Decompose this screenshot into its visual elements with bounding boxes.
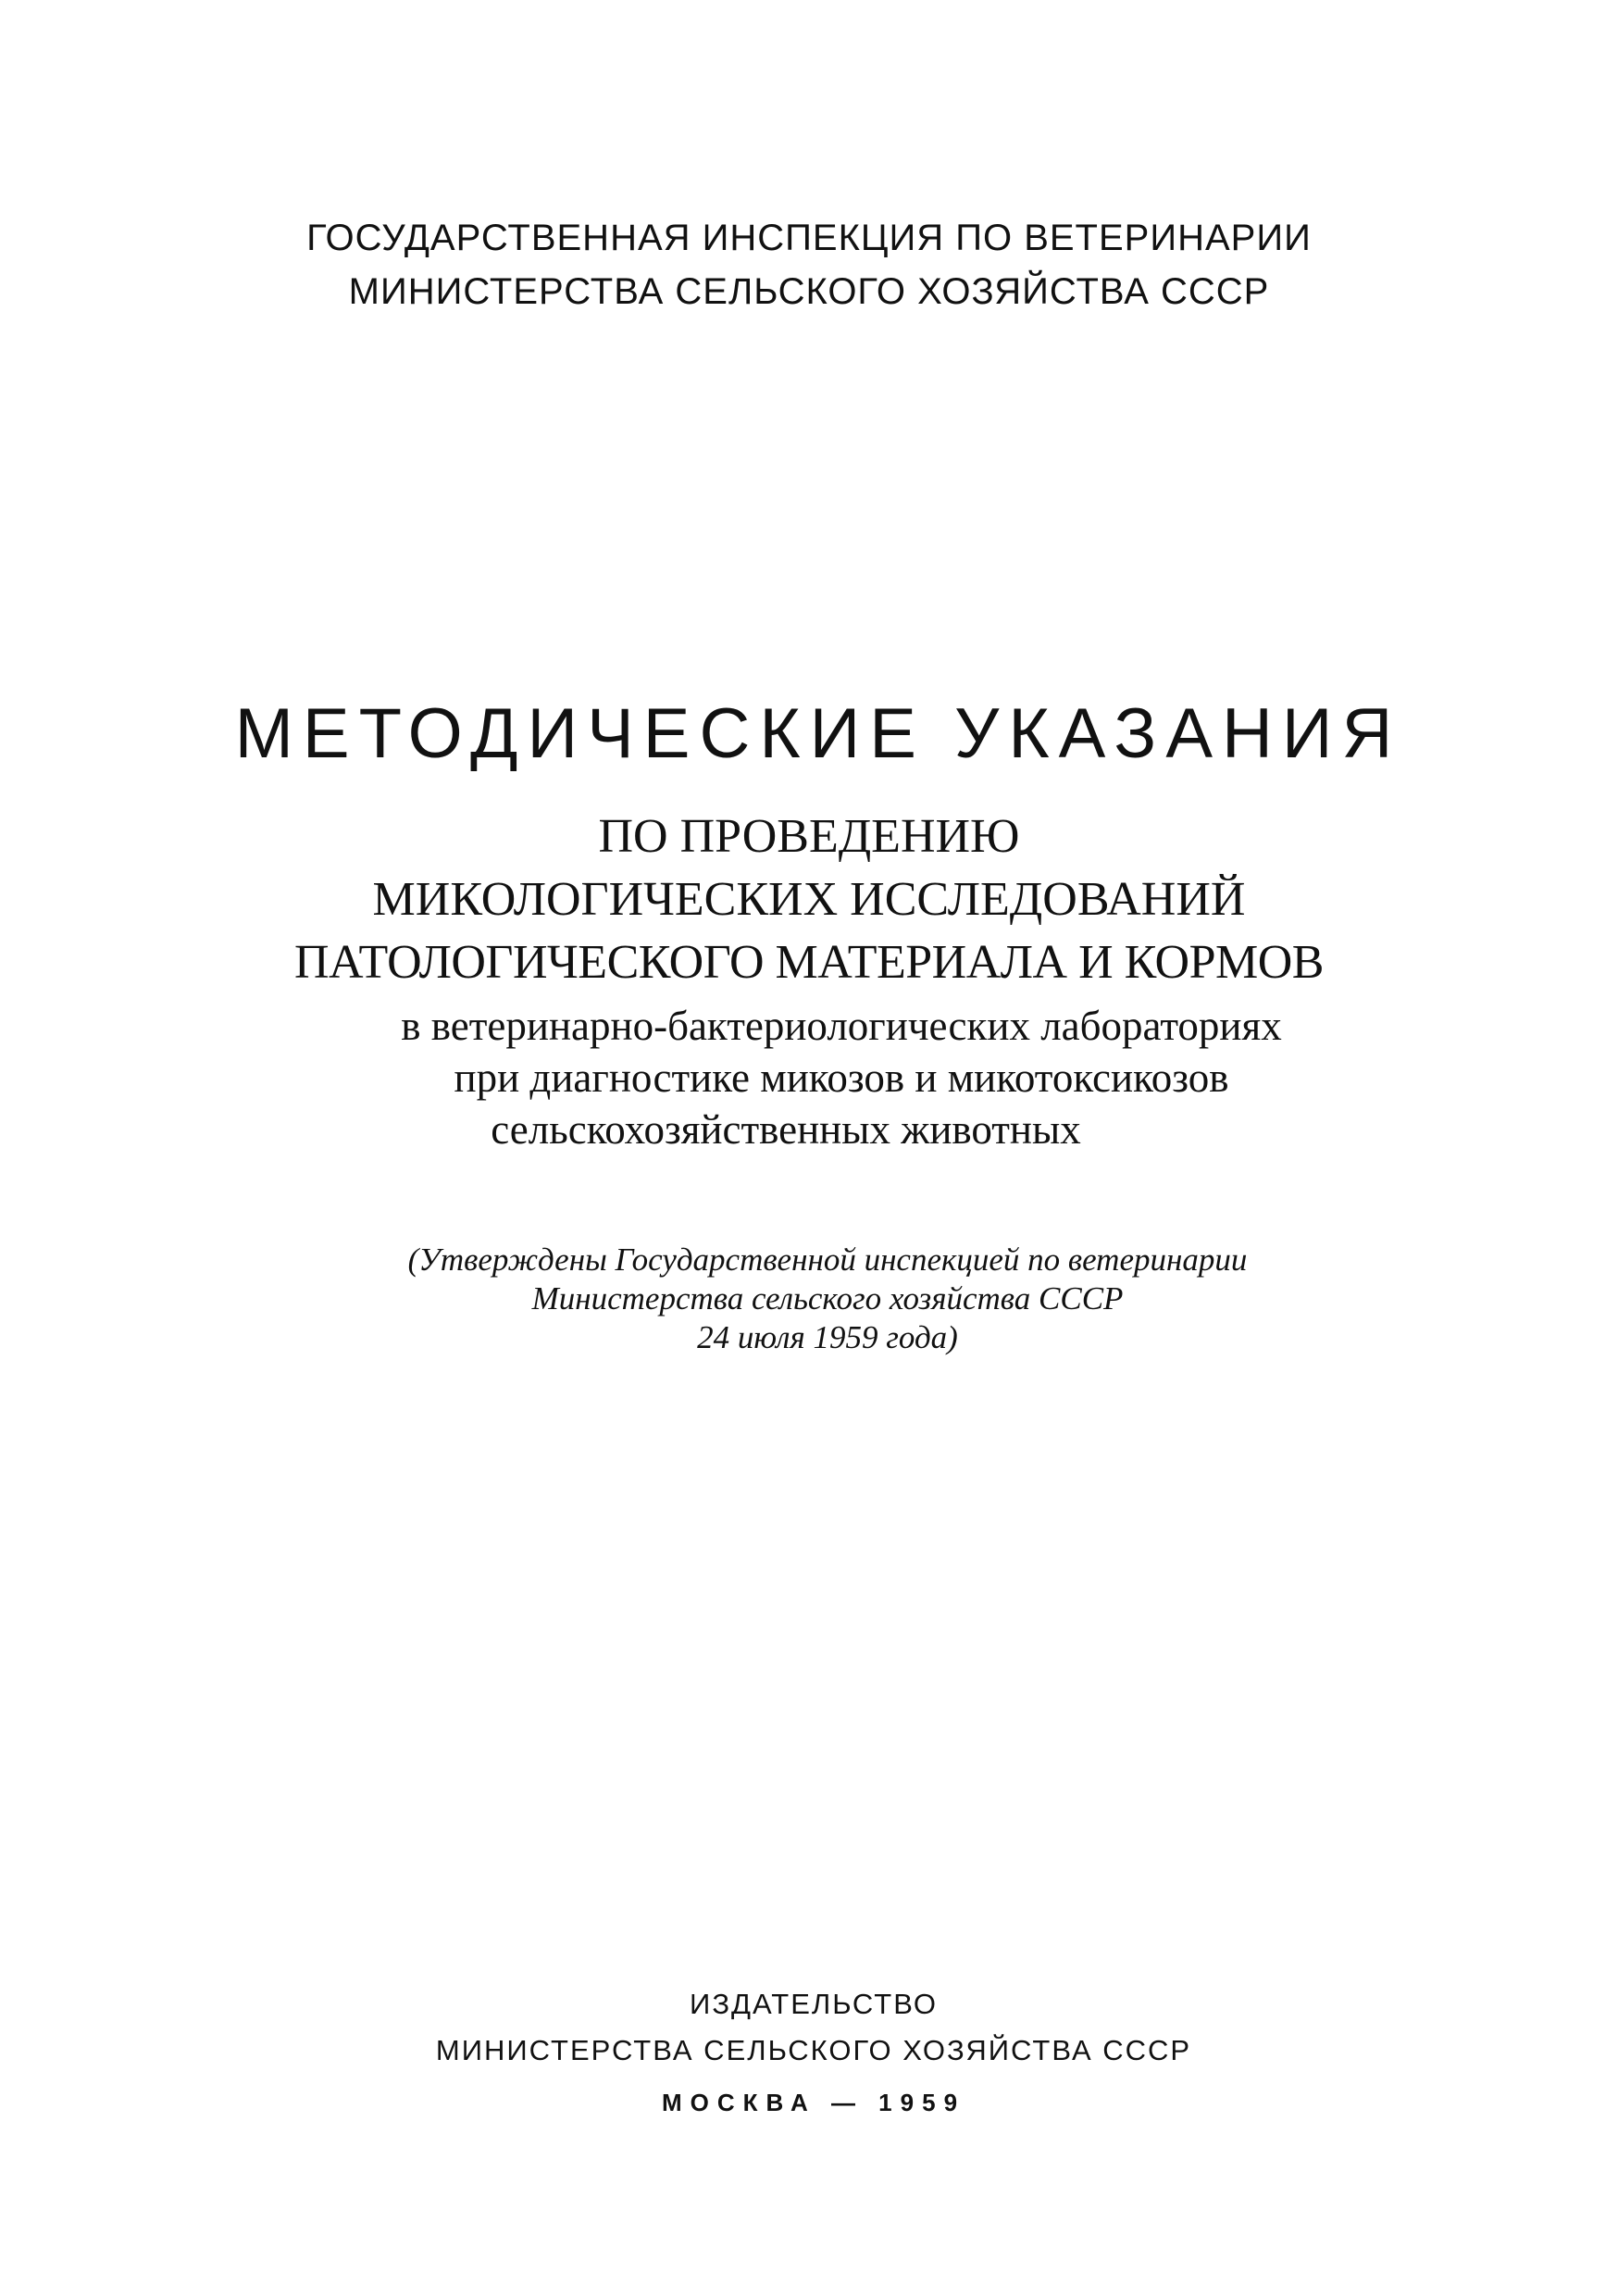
authority-line-1: ГОСУДАРСТВЕННАЯ ИНСПЕКЦИЯ ПО ВЕТЕРИНАРИИ <box>306 218 1312 258</box>
publisher-imprint <box>0 1981 1618 2126</box>
document-title <box>0 690 1618 779</box>
publisher-label: ИЗДАТЕЛЬСТВО <box>690 1988 938 2020</box>
title-main: МЕТОДИЧЕСКИЕ УКАЗАНИЯ <box>234 694 1402 773</box>
publisher-city-year: МОСКВА — 1959 <box>661 2089 966 2116</box>
subtitle-line-2: МИКОЛОГИЧЕСКИХ ИССЛЕДОВАНИЙ <box>372 873 1246 926</box>
authority-line-2: МИНИСТЕРСТВА СЕЛЬСКОГО ХОЗЯЙСТВА СССР <box>348 271 1270 312</box>
subtitle-detail-line-3: сельскохозяйственных животных <box>491 1106 1081 1153</box>
approval-note <box>0 1241 1618 1357</box>
subtitle-detail-line-1: в ветеринарно-бактериологических лабораториях <box>401 1003 1282 1049</box>
approval-line-1: (Утверждены Государственной инспекцией по ветеринарии <box>407 1242 1248 1278</box>
subtitle-line-1: ПО ПРОВЕДЕНИЮ <box>598 810 1020 863</box>
approval-line-3: 24 июля 1959 года) <box>697 1319 958 1355</box>
document-subtitle-detail <box>0 1000 1618 1155</box>
subtitle-line-3: ПАТОЛОГИЧЕСКОГО МАТЕРИАЛА И КОРМОВ <box>294 936 1324 989</box>
issuing-authority <box>0 211 1618 318</box>
subtitle-detail-line-2: при диагностике микозов и микотоксикозов <box>454 1054 1229 1101</box>
approval-line-2: Министерства сельского хозяйства СССР <box>531 1280 1124 1316</box>
publisher-name: МИНИСТЕРСТВА СЕЛЬСКОГО ХОЗЯЙСТВА СССР <box>435 2034 1192 2066</box>
document-subtitle <box>0 805 1618 994</box>
